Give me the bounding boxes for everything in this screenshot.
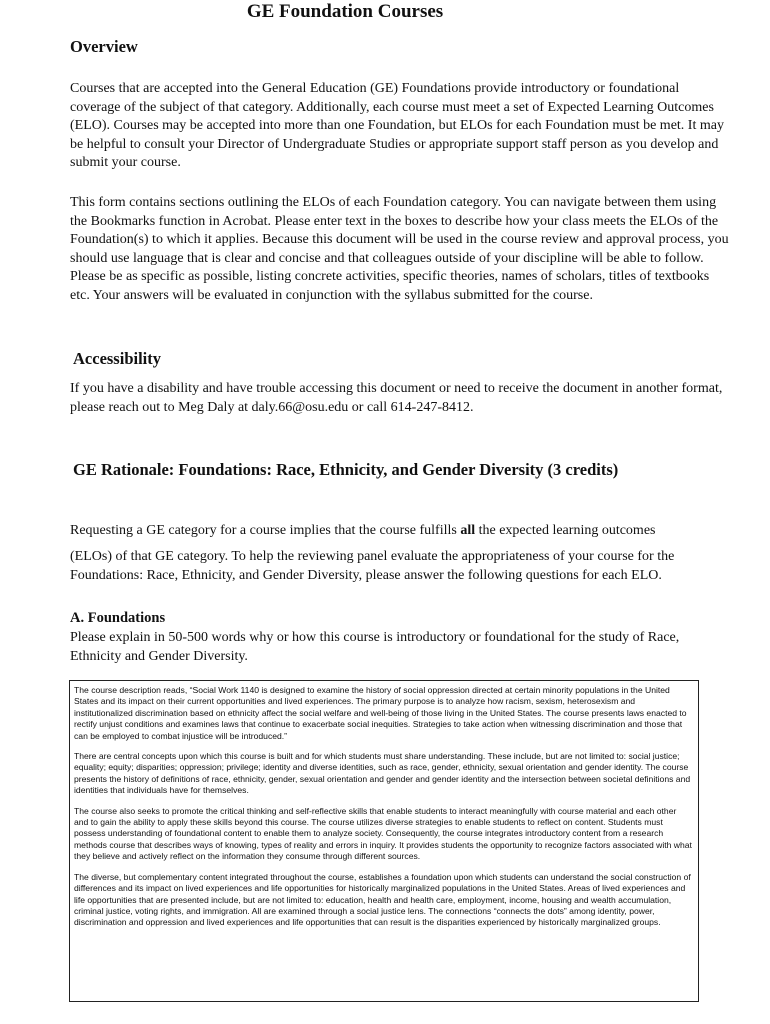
rationale-line-1-end: the expected learning outcomes (475, 523, 656, 538)
page-title: GE Foundation Courses (246, 1, 444, 22)
accessibility-heading: Accessibility (73, 349, 161, 368)
rationale-line-1 (70, 522, 730, 541)
foundations-response-field[interactable] (69, 680, 699, 1002)
response-paragraph-1: The course description reads, “Social Work 1140 is designed to examine the history of social oppression directed at certain minority populations in the United States and its impact on their current opportunities and lived experiences. The primary purpose is to analyze how racism, sexism, heterosexism and institutionalized discrimination based on ethnicity affect the social welfare and well-being of those living in the United States. The course presents laws enacted to rectify unjust conditions and examines laws that continue to exacerbate social inequities. Strategies to take action when witnessing discrimination and those that can be employed to combat injustice will be introduced.” (74, 685, 687, 741)
response-paragraph-2: There are central concepts upon which this course is built and for which students must share understanding. These include, but are not limited to: social justice; equality; equity; disparities; oppression; privilege; identity and diverse identities, such as race, gender, ethnicity, sexual orientation and gender identity. The course presents the history of definitions of race, ethnicity, gender, sexual orientation and gender and gender identity and the intersection between societal definitions and identities that individuals have for themselves. (74, 751, 691, 796)
overview-paragraph-1: Courses that are accepted into the General Education (GE) Foundations provide introductory or foundational coverage of the subject of that category. Additionally, each course must meet a set of Expected Learning Outcomes (ELO). Courses may be accepted into more than one Foundation, but ELOs for each Foundation must be met. It may be helpful to consult your Director of Undergraduate Studies or appropriate support staff person as you develop and submit your course. (70, 81, 724, 171)
rationale-heading: GE Rationale: Foundations: Race, Ethnicity, and Gender Diversity (3 credits) (73, 460, 619, 479)
overview-heading: Overview (70, 37, 138, 56)
response-paragraph-3: The course also seeks to promote the critical thinking and self-reflective skills that enable students to interact meaningfully with course material and each other and to gain the ability to apply these skills beyond this course. The course utilizes diverse strategies to enable students to reflect on content. Students must possess understanding of foundational content to enable them to analyze society. Consequently, the course integrates introductory content from a research methods course that describes ways of knowing, types of reality and errors in inquiry. It provides students the opportunity to recognize factors associated with what they believe and actively reflect on the information they consume through different sources. (74, 805, 692, 862)
response-paragraph-4: The diverse, but complementary content integrated throughout the course, establishes a foundation upon which students can understand the social construction of differences and its impact on lived experiences and life opportunities for historically marginalized populations in the United States. Areas of lived experiences and life opportunities that are presented include, but are not limited to: education, health and health care, employment, income, housing and wealth accumulation, criminal justice, voting rights, and immigration. All are examined through a social justice lens. The connections “connects the dots” among identity, power, discrimination and oppression and lived experiences and life opportunities that can result is the disparities experienced by historically marginalized groups. (74, 871, 691, 928)
rationale-line-1-start: Requesting a GE category for a course implies that the course fulfills (70, 523, 461, 538)
accessibility-paragraph: If you have a disability and have trouble accessing this document or need to receive the document in another format, please reach out to Meg Daly at daly.66@osu.edu or call 614-247-8412. (70, 381, 723, 415)
overview-paragraph-2: This form contains sections outlining the ELOs of each Foundation category. You can navigate between them using the Bookmarks function in Acrobat. Please enter text in the boxes to describe how your class meets the ELOs of the Foundation(s) to which it applies. Because this document will be used in the course review and approval process, you should use language that is clear and concise and that colleagues outside of your discipline will be able to follow. Please be as specific as possible, listing concrete activities, specific theories, names of scholars, titles of textbooks etc. Your answers will be evaluated in conjunction with the syllabus submitted for the course. (70, 195, 729, 303)
rationale-line-1-emphasis: all (460, 523, 476, 538)
foundations-heading: A. Foundations (70, 610, 166, 626)
foundations-prompt: Please explain in 50-500 words why or how this course is introductory or foundational for the study of Race, Ethnicity and Gender Diversity. (70, 630, 680, 664)
rationale-line-2: (ELOs) of that GE category. To help the reviewing panel evaluate the appropriateness of your course for the Foundations: Race, Ethnicity, and Gender Diversity, please answer the following questions for each ELO. (70, 549, 675, 583)
